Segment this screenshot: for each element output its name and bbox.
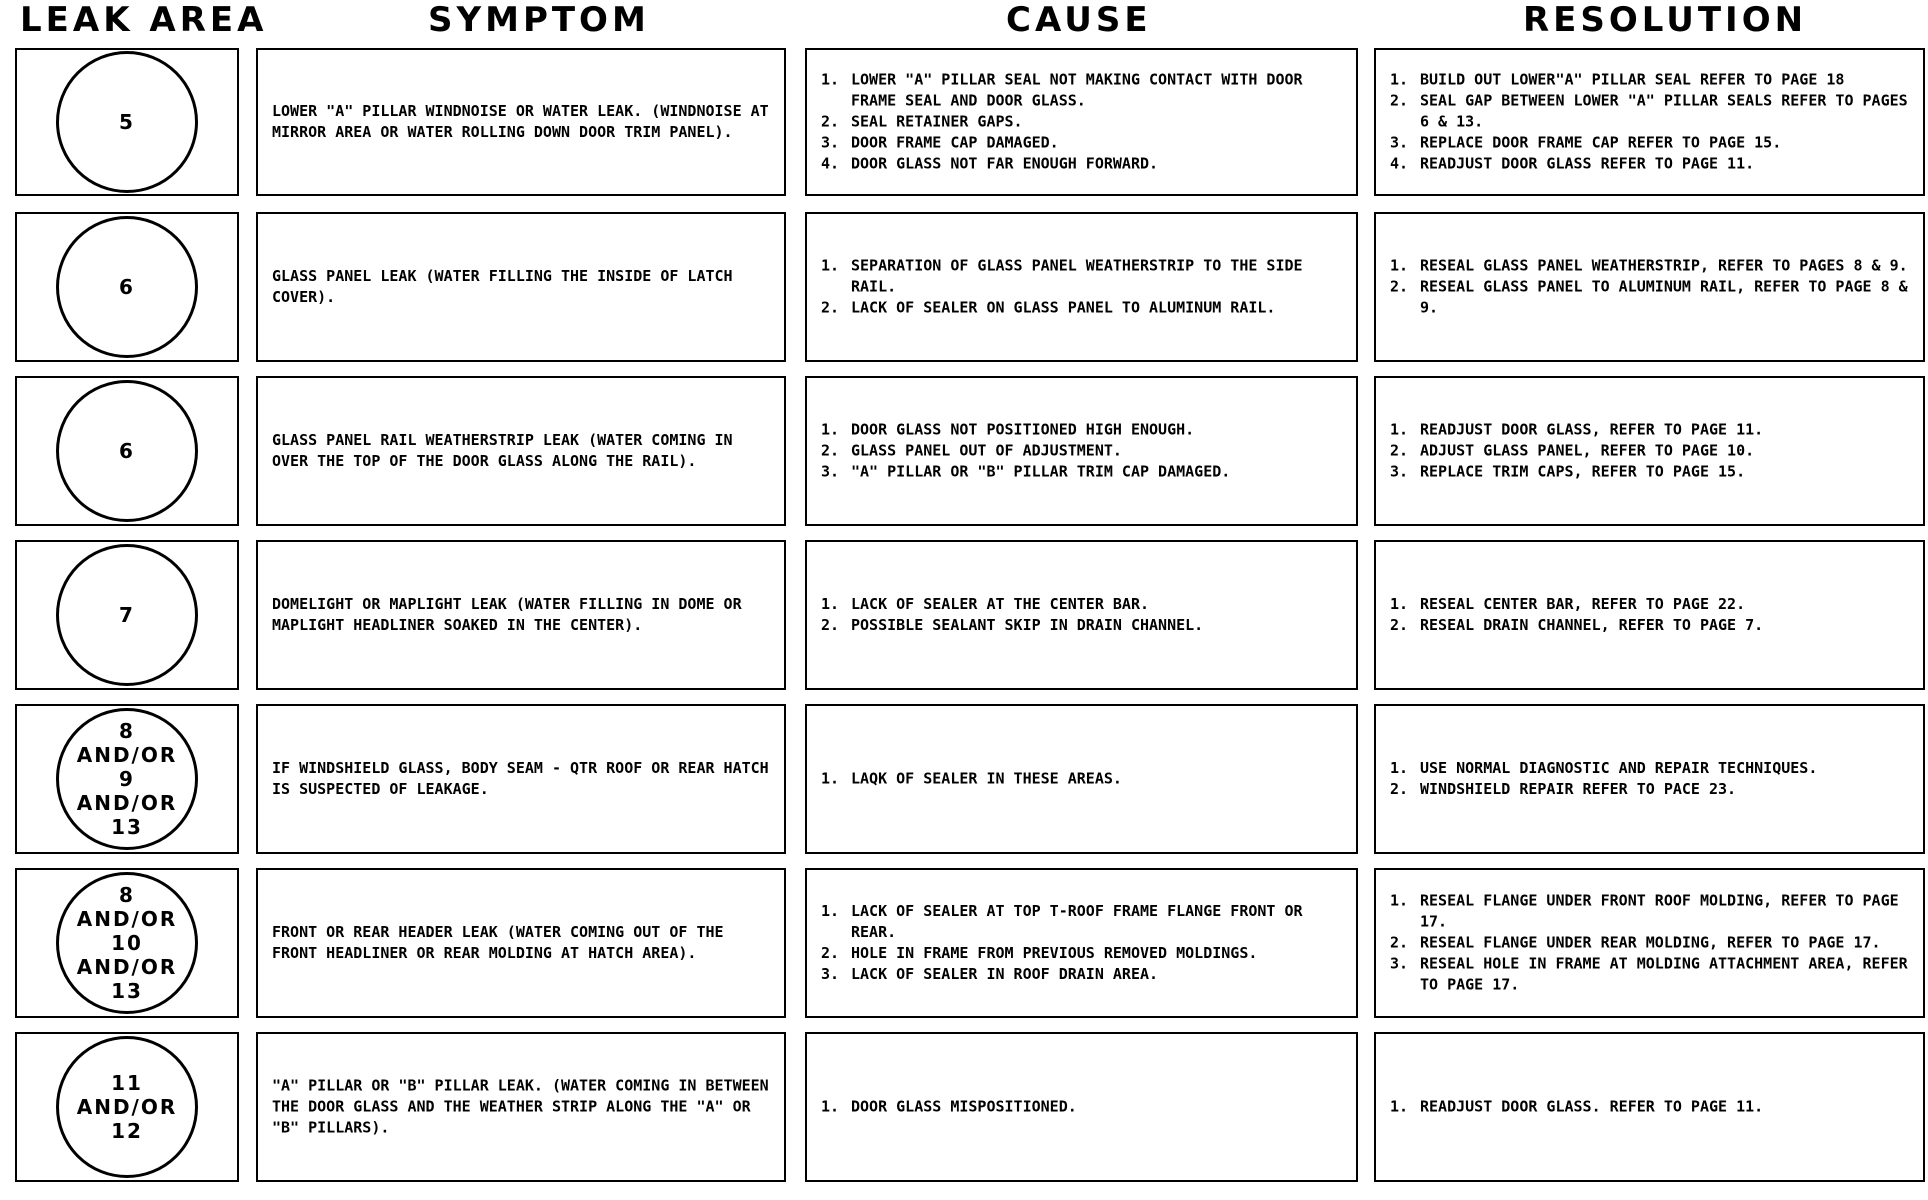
cause-cell bbox=[805, 868, 1358, 1018]
cause-item bbox=[821, 594, 1348, 615]
resolution-item bbox=[1390, 420, 1915, 441]
resolution-item bbox=[1390, 70, 1915, 91]
cause-item bbox=[821, 462, 1348, 483]
cause-item bbox=[821, 943, 1348, 964]
symptom-text: GLASS PANEL RAIL WEATHERSTRIP LEAK (WATER COMING IN OVER THE TOP OF THE DOOR GLASS ALONG THE RAIL). bbox=[272, 431, 733, 470]
symptom-text: "A" PILLAR OR "B" PILLAR LEAK. (WATER COMING IN BETWEEN THE DOOR GLASS AND THE WEATHER STRIP ALONG THE "A" OR "B" PILLARS). bbox=[272, 1076, 769, 1137]
resolution-cell bbox=[1374, 540, 1925, 690]
cause-number: 1. bbox=[821, 1097, 840, 1116]
cause-text: DOOR GLASS NOT FAR ENOUGH FORWARD. bbox=[851, 154, 1159, 173]
resolution-list bbox=[1390, 594, 1915, 636]
resolution-text: USE NORMAL DIAGNOSTIC AND REPAIR TECHNIQUES. bbox=[1420, 759, 1818, 777]
resolution-text: REPLACE TRIM CAPS, REFER TO PAGE 15. bbox=[1420, 462, 1746, 481]
leak-area-label: AND/OR bbox=[76, 1095, 178, 1119]
resolution-item bbox=[1390, 441, 1915, 462]
leak-area-label: AND/OR bbox=[76, 743, 178, 767]
resolution-item bbox=[1390, 933, 1915, 954]
table-row bbox=[0, 48, 1928, 196]
leak-area-label: AND/OR bbox=[76, 791, 178, 815]
cause-number: 3. bbox=[821, 965, 840, 983]
resolution-cell bbox=[1374, 1032, 1925, 1182]
cause-list bbox=[821, 256, 1348, 319]
cause-text: DOOR GLASS MISPOSITIONED. bbox=[851, 1097, 1077, 1116]
cause-item bbox=[821, 298, 1348, 319]
resolution-number: 1. bbox=[1390, 420, 1409, 439]
resolution-item bbox=[1390, 462, 1915, 483]
resolution-item bbox=[1390, 758, 1915, 779]
cause-cell bbox=[805, 540, 1358, 690]
leak-area-circle bbox=[56, 380, 198, 522]
resolution-cell bbox=[1374, 212, 1925, 362]
cause-text: LACK OF SEALER AT TOP T-ROOF FRAME FLANGE FRONT OR REAR. bbox=[851, 902, 1303, 941]
cause-number: 2. bbox=[821, 298, 840, 317]
cause-number: 1. bbox=[821, 420, 840, 439]
leak-area-label: 11 bbox=[111, 1071, 143, 1095]
resolution-item bbox=[1390, 594, 1915, 615]
symptom-text: FRONT OR REAR HEADER LEAK (WATER COMING OUT OF THE FRONT HEADLINER OR REAR MOLDING AT HATCH AREA). bbox=[272, 923, 724, 962]
resolution-number: 2. bbox=[1390, 441, 1409, 460]
leak-area-label: 5 bbox=[119, 110, 135, 134]
cause-number: 4. bbox=[821, 154, 840, 173]
leak-area-label: 8 bbox=[119, 719, 135, 743]
resolution-item bbox=[1390, 133, 1915, 154]
cause-text: DOOR FRAME CAP DAMAGED. bbox=[851, 133, 1059, 152]
resolution-number: 1. bbox=[1390, 595, 1409, 613]
symptom-cell bbox=[256, 1032, 786, 1182]
resolution-number: 2. bbox=[1390, 616, 1409, 634]
resolution-list bbox=[1390, 420, 1915, 483]
resolution-number: 3. bbox=[1390, 462, 1409, 481]
leak-area-label: 13 bbox=[111, 979, 143, 1003]
cause-text: GLASS PANEL OUT OF ADJUSTMENT. bbox=[851, 441, 1122, 460]
cause-number: 1. bbox=[821, 256, 840, 275]
resolution-item bbox=[1390, 779, 1915, 800]
resolution-text: ADJUST GLASS PANEL, REFER TO PAGE 10. bbox=[1420, 441, 1755, 460]
leak-area-label: AND/OR bbox=[76, 907, 178, 931]
table-row bbox=[0, 868, 1928, 1018]
leak-area-circle bbox=[56, 51, 198, 193]
cause-item bbox=[821, 420, 1348, 441]
resolution-number: 2. bbox=[1390, 277, 1409, 296]
table-row bbox=[0, 540, 1928, 690]
resolution-number: 1. bbox=[1390, 1097, 1409, 1116]
cause-text: LACK OF SEALER AT THE CENTER BAR. bbox=[851, 595, 1150, 613]
resolution-item bbox=[1390, 615, 1915, 636]
cause-item bbox=[821, 256, 1348, 298]
cause-cell bbox=[805, 704, 1358, 854]
cause-cell bbox=[805, 376, 1358, 526]
cause-list bbox=[821, 594, 1348, 636]
resolution-text: RESEAL GLASS PANEL TO ALUMINUM RAIL, REFER TO PAGE 8 & 9. bbox=[1420, 277, 1908, 317]
symptom-cell bbox=[256, 868, 786, 1018]
symptom-cell bbox=[256, 704, 786, 854]
header-symptom: SYMPTOM bbox=[428, 0, 650, 40]
leak-area-label: 12 bbox=[111, 1119, 143, 1143]
leak-area-cell bbox=[15, 868, 239, 1018]
resolution-number: 1. bbox=[1390, 256, 1409, 275]
resolution-number: 1. bbox=[1390, 70, 1409, 89]
resolution-item bbox=[1390, 91, 1915, 133]
cause-list bbox=[821, 70, 1348, 175]
cause-text: HOLE IN FRAME FROM PREVIOUS REMOVED MOLDINGS. bbox=[851, 944, 1258, 962]
cause-text: POSSIBLE SEALANT SKIP IN DRAIN CHANNEL. bbox=[851, 616, 1204, 634]
cause-number: 1. bbox=[821, 595, 840, 613]
table-row bbox=[0, 376, 1928, 526]
table-row bbox=[0, 212, 1928, 362]
cause-item bbox=[821, 441, 1348, 462]
table-row bbox=[0, 1032, 1928, 1182]
leak-area-cell bbox=[15, 212, 239, 362]
cause-cell bbox=[805, 212, 1358, 362]
leak-area-label: 7 bbox=[119, 603, 135, 627]
resolution-number: 4. bbox=[1390, 154, 1409, 173]
symptom-cell bbox=[256, 212, 786, 362]
resolution-text: RESEAL HOLE IN FRAME AT MOLDING ATTACHMENT AREA, REFER TO PAGE 17. bbox=[1420, 954, 1908, 994]
leak-area-label: 10 bbox=[111, 931, 143, 955]
symptom-text: IF WINDSHIELD GLASS, BODY SEAM - QTR ROOF OR REAR HATCH IS SUSPECTED OF LEAKAGE. bbox=[272, 759, 769, 798]
leak-area-label: 6 bbox=[119, 439, 135, 463]
leak-area-label: 9 bbox=[119, 767, 135, 791]
leak-area-label: AND/OR bbox=[76, 955, 178, 979]
resolution-text: RESEAL FLANGE UNDER REAR MOLDING, REFER TO PAGE 17. bbox=[1420, 933, 1881, 952]
cause-cell bbox=[805, 1032, 1358, 1182]
leak-area-label: 13 bbox=[111, 815, 143, 839]
cause-item bbox=[821, 70, 1348, 112]
resolution-list bbox=[1390, 758, 1915, 800]
cause-text: SEAL RETAINER GAPS. bbox=[851, 112, 1023, 131]
resolution-text: RESEAL GLASS PANEL WEATHERSTRIP, REFER TO PAGES 8 & 9. bbox=[1420, 256, 1908, 275]
resolution-cell bbox=[1374, 868, 1925, 1018]
cause-item bbox=[821, 769, 1348, 790]
cause-number: 2. bbox=[821, 616, 840, 634]
symptom-cell bbox=[256, 376, 786, 526]
cause-text: "A" PILLAR OR "B" PILLAR TRIM CAP DAMAGED. bbox=[851, 462, 1231, 481]
cause-number: 1. bbox=[821, 70, 840, 89]
cause-item bbox=[821, 615, 1348, 636]
leak-area-cell bbox=[15, 1032, 239, 1182]
cause-item bbox=[821, 154, 1348, 175]
leak-area-label: 6 bbox=[119, 275, 135, 299]
resolution-number: 2. bbox=[1390, 780, 1409, 798]
resolution-item bbox=[1390, 154, 1915, 175]
cause-list bbox=[821, 1097, 1348, 1118]
leak-area-label: 8 bbox=[119, 883, 135, 907]
header-cause: CAUSE bbox=[1006, 0, 1152, 40]
cause-list bbox=[821, 769, 1348, 790]
resolution-text: REPLACE DOOR FRAME CAP REFER TO PAGE 15. bbox=[1420, 133, 1782, 152]
resolution-number: 1. bbox=[1390, 759, 1409, 777]
cause-number: 2. bbox=[821, 944, 840, 962]
resolution-item bbox=[1390, 256, 1915, 277]
cause-text: LACK OF SEALER ON GLASS PANEL TO ALUMINUM RAIL. bbox=[851, 298, 1276, 317]
cause-item bbox=[821, 964, 1348, 985]
cause-list bbox=[821, 420, 1348, 483]
resolution-cell bbox=[1374, 376, 1925, 526]
resolution-text: WINDSHIELD REPAIR REFER TO PACE 23. bbox=[1420, 780, 1737, 798]
leak-area-cell bbox=[15, 540, 239, 690]
resolution-item bbox=[1390, 1097, 1915, 1118]
cause-number: 1. bbox=[821, 902, 840, 920]
cause-number: 3. bbox=[821, 133, 840, 152]
resolution-text: RESEAL DRAIN CHANNEL, REFER TO PAGE 7. bbox=[1420, 616, 1764, 634]
resolution-cell bbox=[1374, 48, 1925, 196]
resolution-text: RESEAL FLANGE UNDER FRONT ROOF MOLDING, REFER TO PAGE 17. bbox=[1420, 891, 1899, 931]
leak-area-cell bbox=[15, 704, 239, 854]
cause-number: 3. bbox=[821, 462, 840, 481]
symptom-cell bbox=[256, 48, 786, 196]
header-resolution: RESOLUTION bbox=[1523, 0, 1808, 40]
symptom-text: LOWER "A" PILLAR WINDNOISE OR WATER LEAK. (WINDNOISE AT MIRROR AREA OR WATER ROLLING DOWN DOOR TRIM PANEL). bbox=[272, 102, 769, 141]
cause-cell bbox=[805, 48, 1358, 196]
resolution-text: READJUST DOOR GLASS REFER TO PAGE 11. bbox=[1420, 154, 1755, 173]
cause-item bbox=[821, 112, 1348, 133]
cause-item bbox=[821, 901, 1348, 943]
resolution-number: 2. bbox=[1390, 91, 1409, 110]
resolution-cell bbox=[1374, 704, 1925, 854]
resolution-list bbox=[1390, 256, 1915, 319]
resolution-item bbox=[1390, 891, 1915, 933]
resolution-text: SEAL GAP BETWEEN LOWER "A" PILLAR SEALS REFER TO PAGES 6 & 13. bbox=[1420, 91, 1908, 131]
resolution-list bbox=[1390, 891, 1915, 996]
leak-area-circle bbox=[56, 872, 198, 1014]
resolution-text: READJUST DOOR GLASS, REFER TO PAGE 11. bbox=[1420, 420, 1764, 439]
cause-text: DOOR GLASS NOT POSITIONED HIGH ENOUGH. bbox=[851, 420, 1195, 439]
cause-text: LACK OF SEALER IN ROOF DRAIN AREA. bbox=[851, 965, 1159, 983]
cause-text: SEPARATION OF GLASS PANEL WEATHERSTRIP TO THE SIDE RAIL. bbox=[851, 256, 1303, 296]
symptom-cell bbox=[256, 540, 786, 690]
cause-item bbox=[821, 133, 1348, 154]
resolution-list bbox=[1390, 1097, 1915, 1118]
leak-area-circle bbox=[56, 544, 198, 686]
cause-list bbox=[821, 901, 1348, 985]
resolution-text: BUILD OUT LOWER"A" PILLAR SEAL REFER TO PAGE 18 bbox=[1420, 70, 1845, 89]
leak-area-cell bbox=[15, 376, 239, 526]
header-leak-area: LEAK AREA bbox=[20, 0, 268, 40]
resolution-number: 3. bbox=[1390, 954, 1409, 973]
leak-area-circle bbox=[56, 708, 198, 850]
cause-number: 2. bbox=[821, 441, 840, 460]
resolution-text: RESEAL CENTER BAR, REFER TO PAGE 22. bbox=[1420, 595, 1746, 613]
leak-area-circle bbox=[56, 1036, 198, 1178]
cause-text: LOWER "A" PILLAR SEAL NOT MAKING CONTACT WITH DOOR FRAME SEAL AND DOOR GLASS. bbox=[851, 70, 1303, 110]
cause-item bbox=[821, 1097, 1348, 1118]
leak-area-circle bbox=[56, 216, 198, 358]
resolution-number: 3. bbox=[1390, 133, 1409, 152]
leak-area-cell bbox=[15, 48, 239, 196]
resolution-number: 1. bbox=[1390, 891, 1409, 910]
symptom-text: DOMELIGHT OR MAPLIGHT LEAK (WATER FILLING IN DOME OR MAPLIGHT HEADLINER SOAKED IN THE CENTER). bbox=[272, 595, 742, 634]
cause-text: LAQK OF SEALER IN THESE AREAS. bbox=[851, 769, 1122, 788]
symptom-text: GLASS PANEL LEAK (WATER FILLING THE INSIDE OF LATCH COVER). bbox=[272, 267, 733, 306]
resolution-number: 2. bbox=[1390, 933, 1409, 952]
resolution-list bbox=[1390, 70, 1915, 175]
resolution-item bbox=[1390, 277, 1915, 319]
table-row bbox=[0, 704, 1928, 854]
cause-number: 1. bbox=[821, 769, 840, 788]
cause-number: 2. bbox=[821, 112, 840, 131]
resolution-text: READJUST DOOR GLASS. REFER TO PAGE 11. bbox=[1420, 1097, 1764, 1116]
resolution-item bbox=[1390, 954, 1915, 996]
